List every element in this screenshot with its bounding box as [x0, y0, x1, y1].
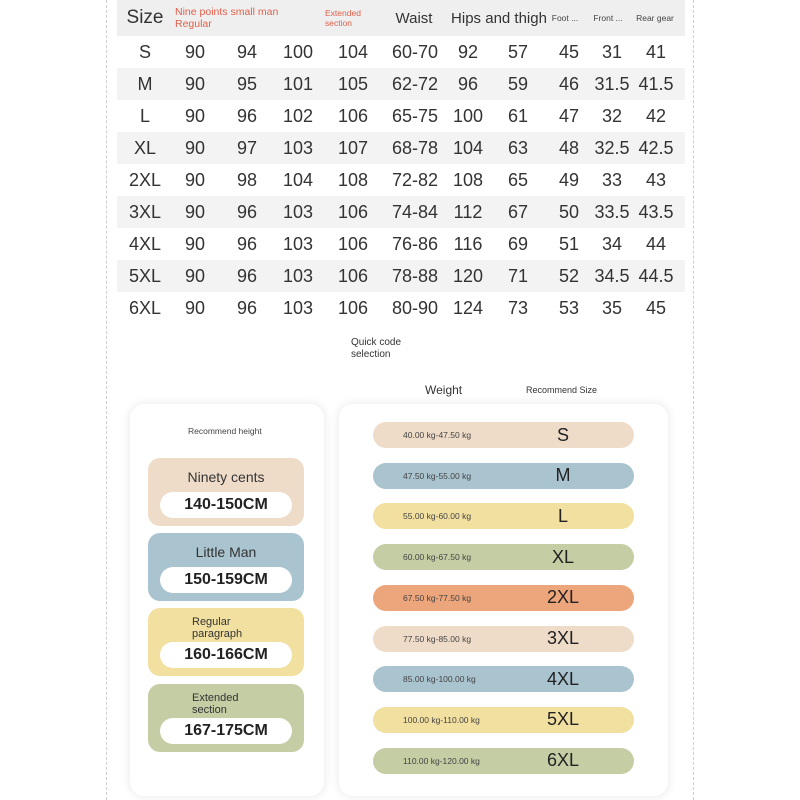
- weight-bar: [373, 585, 634, 611]
- header-cell: Rear gear: [636, 13, 674, 23]
- weight-bar: [373, 544, 634, 570]
- measure-cell: 48: [558, 137, 580, 158]
- measure-cell: 51: [558, 233, 580, 254]
- measure-cell: 43.5: [638, 201, 674, 222]
- table-row: [117, 132, 685, 164]
- measure-cell: 100: [452, 105, 484, 126]
- measure-cell: 102: [282, 105, 314, 126]
- measure-cell: 35: [601, 297, 623, 318]
- measure-cell: 90: [184, 265, 206, 286]
- table-row: [117, 164, 685, 196]
- measure-cell: 73: [507, 297, 529, 318]
- recommended-size: XL: [551, 546, 575, 567]
- weight-range: 60.00 kg-67.50 kg: [403, 552, 472, 563]
- measure-cell: 44.5: [638, 265, 674, 286]
- measure-cell: 104: [282, 169, 314, 190]
- measure-cell: 74-84: [391, 201, 439, 222]
- weight-header: Weight: [425, 383, 463, 397]
- measure-cell: 68-78: [391, 137, 439, 158]
- recommend-height-label: Recommend height: [188, 426, 262, 436]
- measure-cell: 42.5: [638, 137, 674, 158]
- measure-cell: 94: [236, 41, 258, 62]
- measure-cell: 33: [601, 169, 623, 190]
- table-header-row: [117, 0, 685, 36]
- measure-cell: 98: [236, 169, 258, 190]
- measure-cell: 67: [507, 201, 529, 222]
- height-card: [148, 608, 304, 676]
- height-card-name: Ninety cents: [187, 469, 265, 485]
- measure-cell: 59: [507, 73, 529, 94]
- size-cell: 3XL: [128, 201, 162, 222]
- weight-bar: [373, 748, 634, 774]
- recommended-size: 4XL: [546, 668, 580, 689]
- measure-cell: 96: [457, 73, 479, 94]
- quick-code-label: Quick code selection: [351, 337, 402, 360]
- measure-cell: 106: [337, 201, 369, 222]
- weight-bar: [373, 463, 634, 489]
- measure-cell: 103: [282, 297, 314, 318]
- height-card: [148, 458, 304, 526]
- weight-range: 67.50 kg-77.50 kg: [403, 592, 472, 603]
- measure-cell: 90: [184, 73, 206, 94]
- height-card-name: Extended section: [192, 692, 239, 716]
- height-card-name: Little Man: [195, 544, 257, 560]
- measure-cell: 78-88: [391, 265, 439, 286]
- measure-cell: 44: [645, 233, 667, 254]
- measure-cell: 65: [507, 169, 529, 190]
- table-row: [117, 68, 685, 100]
- measure-cell: 108: [452, 169, 484, 190]
- measure-cell: 43: [645, 169, 667, 190]
- weight-range: 55.00 kg-60.00 kg: [403, 511, 472, 522]
- measure-cell: 95: [236, 73, 258, 94]
- measure-cell: 90: [184, 105, 206, 126]
- measure-cell: 90: [184, 233, 206, 254]
- size-table: [117, 0, 685, 324]
- measure-cell: 106: [337, 105, 369, 126]
- table-row: [117, 228, 685, 260]
- weight-range: 85.00 kg-100.00 kg: [403, 674, 476, 685]
- recommended-size: L: [557, 505, 568, 526]
- table-row: [117, 196, 685, 228]
- measure-cell: 92: [457, 41, 479, 62]
- measure-cell: 96: [236, 233, 258, 254]
- measure-cell: 90: [184, 41, 206, 62]
- recommended-size: 3XL: [546, 628, 580, 648]
- weight-bar: [373, 422, 634, 448]
- left-dashed-border: [106, 0, 107, 800]
- size-cell: 5XL: [128, 265, 162, 286]
- measure-cell: 60-70: [391, 41, 439, 62]
- header-cell: Front ...: [593, 13, 623, 23]
- measure-cell: 90: [184, 137, 206, 158]
- recommended-size: 6XL: [546, 750, 580, 771]
- size-cell: M: [137, 73, 153, 94]
- height-range-pill: 140-150CM: [160, 492, 292, 518]
- measure-cell: 116: [453, 233, 483, 254]
- measure-cell: 69: [507, 233, 529, 254]
- measure-cell: 103: [282, 137, 314, 158]
- size-cell: 4XL: [128, 233, 162, 254]
- recommended-size: 5XL: [546, 709, 580, 730]
- weight-range: 40.00 kg-47.50 kg: [403, 430, 472, 440]
- header-cell: Size: [126, 7, 164, 28]
- measure-cell: 32.5: [594, 137, 630, 158]
- measure-cell: 120: [452, 265, 484, 286]
- right-dashed-border: [693, 0, 694, 800]
- measure-cell: 45: [558, 41, 580, 62]
- header-cell: Hips and thigh: [451, 9, 547, 27]
- measure-cell: 41: [645, 41, 667, 62]
- measure-cell: 106: [337, 233, 369, 254]
- measure-cell: 112: [453, 201, 483, 222]
- size-cell: 6XL: [128, 297, 162, 318]
- measure-cell: 34: [601, 233, 623, 254]
- measure-cell: 72-82: [391, 169, 439, 190]
- table-row: [117, 260, 685, 292]
- measure-cell: 31.5: [594, 73, 630, 94]
- recommended-size: M: [555, 465, 571, 486]
- measure-cell: 103: [282, 265, 314, 286]
- table-row: [117, 36, 685, 68]
- measure-cell: 90: [184, 169, 206, 190]
- measure-cell: 71: [507, 265, 529, 286]
- weight-bar: [373, 626, 634, 652]
- size-cell: S: [138, 41, 151, 62]
- measure-cell: 45: [645, 297, 667, 318]
- measure-cell: 63: [507, 137, 529, 158]
- measure-cell: 104: [337, 41, 369, 62]
- size-cell: L: [139, 105, 150, 126]
- measure-cell: 47: [558, 105, 580, 126]
- measure-cell: 61: [507, 105, 529, 126]
- weight-range: 110.00 kg-120.00 kg: [403, 755, 480, 766]
- measure-cell: 90: [184, 297, 206, 318]
- weight-panel: [339, 404, 668, 796]
- recommend-size-header: Recommend Size: [526, 385, 598, 395]
- measure-cell: 46: [558, 73, 580, 94]
- weight-range: 77.50 kg-85.00 kg: [403, 633, 472, 644]
- measure-cell: 33.5: [594, 201, 630, 222]
- height-range-pill: 150-159CM: [160, 567, 292, 593]
- measure-cell: 96: [236, 201, 258, 222]
- measure-cell: 96: [236, 265, 258, 286]
- measure-cell: 124: [452, 297, 484, 318]
- measure-cell: 52: [558, 265, 580, 286]
- weight-bar: [373, 666, 634, 692]
- measure-cell: 108: [337, 169, 369, 190]
- header-cell: Extended section: [325, 8, 361, 28]
- measure-cell: 103: [282, 201, 314, 222]
- measure-cell: 96: [236, 297, 258, 318]
- measure-cell: 97: [236, 137, 258, 158]
- height-range-pill: 160-166CM: [160, 642, 292, 668]
- measure-cell: 49: [558, 169, 580, 190]
- table-row: [117, 100, 685, 132]
- size-cell: XL: [133, 137, 157, 158]
- measure-cell: 106: [337, 297, 369, 318]
- measure-cell: 100: [282, 41, 314, 62]
- header-cell: Foot ...: [551, 13, 579, 23]
- measure-cell: 34.5: [594, 265, 630, 286]
- measure-cell: 57: [507, 41, 529, 62]
- weight-bar: [373, 707, 634, 733]
- measure-cell: 105: [337, 73, 369, 94]
- measure-cell: 32: [601, 105, 623, 126]
- header-cell: Waist: [395, 9, 433, 27]
- measure-cell: 106: [337, 265, 369, 286]
- measure-cell: 103: [282, 233, 314, 254]
- measure-cell: 80-90: [391, 297, 439, 318]
- weight-range: 47.50 kg-55.00 kg: [403, 470, 472, 481]
- measure-cell: 90: [184, 201, 206, 222]
- weight-bar: [373, 503, 634, 529]
- measure-cell: 101: [282, 73, 314, 94]
- measure-cell: 42: [645, 105, 667, 126]
- measure-cell: 104: [452, 137, 484, 158]
- measure-cell: 31: [601, 41, 623, 62]
- height-card: [148, 533, 304, 601]
- size-cell: 2XL: [128, 169, 162, 190]
- measure-cell: 65-75: [391, 105, 439, 126]
- weight-range: 100.00 kg-110.00 kg: [403, 714, 480, 725]
- measure-cell: 53: [558, 297, 580, 318]
- table-row: [117, 292, 685, 324]
- height-card-name: Regular paragraph: [192, 616, 243, 640]
- measure-cell: 76-86: [391, 233, 439, 254]
- height-card: [148, 684, 304, 752]
- recommended-size: S: [556, 424, 569, 445]
- recommended-size: 2XL: [546, 587, 580, 608]
- height-range-pill: 167-175CM: [160, 718, 292, 744]
- measure-cell: 96: [236, 105, 258, 126]
- header-cell: Nine points small man Regular: [175, 6, 279, 30]
- height-panel: [130, 404, 324, 796]
- measure-cell: 107: [337, 137, 369, 158]
- measure-cell: 41.5: [638, 73, 674, 94]
- measure-cell: 50: [558, 201, 580, 222]
- measure-cell: 62-72: [391, 73, 439, 94]
